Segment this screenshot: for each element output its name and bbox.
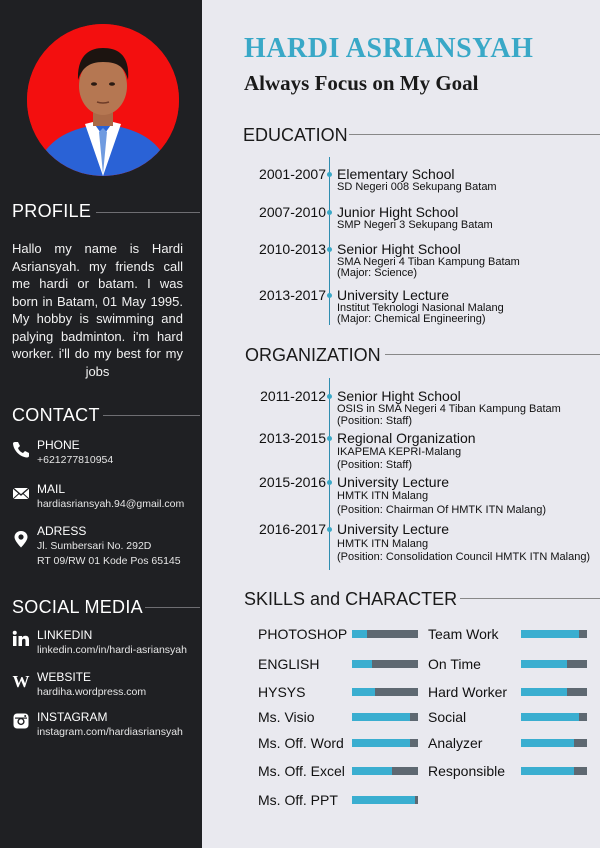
profile-text: Hallo my name is Hardi Asriansyah. my friends call me hardi or batam. I was born in Batam, 01 May 1995. My hobby is swimming and palying badminton. i'm hard worker. i'll do my best for my jobs — [12, 241, 183, 379]
skill-bar-fill — [352, 767, 392, 775]
timeline-dot — [327, 293, 332, 298]
education-detail: SMP Negeri 3 Sekupang Batam — [337, 219, 493, 231]
skill-bar-fill — [352, 688, 375, 696]
skill-bar-fill — [352, 713, 410, 721]
skill-label: HYSYS — [258, 684, 306, 700]
location-pin-icon — [12, 530, 30, 548]
education-years: 2010-2013 — [259, 241, 326, 257]
profile-photo — [27, 24, 179, 176]
linkedin-icon — [12, 630, 30, 648]
timeline-dot — [327, 394, 332, 399]
skill-bar — [521, 739, 587, 747]
skill-bar — [521, 660, 587, 668]
timeline-dot — [327, 436, 332, 441]
organization-detail: OSIS in SMA Negeri 4 Tiban Kampung Batam — [337, 403, 561, 415]
address-line-1: Jl. Sumbersari No. 292D — [37, 540, 152, 552]
skill-label: Ms. Off. Word — [258, 735, 344, 751]
timeline-dot — [327, 247, 332, 252]
website-label: WEBSITE — [37, 670, 92, 684]
education-title: Elementary School — [337, 166, 455, 182]
skill-label: ENGLISH — [258, 656, 320, 672]
organization-detail: IKAPEMA KEPRI-Malang — [337, 446, 462, 458]
organization-title: University Lecture — [337, 521, 450, 537]
social-divider — [145, 607, 200, 608]
contact-heading: CONTACT — [12, 405, 100, 425]
skill-bar — [352, 630, 418, 638]
organization-title: University Lecture — [337, 474, 450, 490]
linkedin-url[interactable]: linkedin.com/in/hardi-asriansyah — [37, 644, 187, 656]
mail-label: MAIL — [37, 482, 66, 496]
contact-divider — [103, 415, 200, 416]
skill-bar-fill — [521, 660, 567, 668]
organization-detail: (Position: Staff) — [337, 415, 412, 427]
skill-label: Ms. Off. PPT — [258, 792, 338, 808]
education-detail: SMA Negeri 4 Tiban Kampung Batam — [337, 256, 520, 268]
linkedin-label: LINKEDIN — [37, 628, 93, 642]
organization-years: 2011-2012 — [260, 388, 326, 404]
organization-detail: (Position: Staff) — [337, 459, 412, 471]
address-label: ADRESS — [37, 524, 87, 538]
education-divider — [349, 134, 600, 135]
full-name: HARDI ASRIANSYAH — [244, 33, 534, 64]
skill-bar — [352, 660, 418, 668]
phone-value[interactable]: +621277810954 — [37, 454, 114, 466]
education-title: Junior Hight School — [337, 204, 459, 220]
skill-bar-fill — [521, 688, 567, 696]
skill-bar-fill — [352, 630, 367, 638]
education-timeline — [329, 157, 330, 325]
education-title: Senior Hight School — [337, 241, 461, 257]
skill-bar — [352, 767, 418, 775]
skill-bar — [352, 796, 418, 804]
organization-years: 2015-2016 — [259, 474, 326, 490]
skill-bar — [352, 713, 418, 721]
organization-detail: HMTK ITN Malang — [337, 490, 429, 502]
skill-label: PHOTOSHOP — [258, 626, 348, 642]
tagline: Always Focus on My Goal — [244, 71, 479, 95]
website-url[interactable]: hardiha.wordpress.com — [37, 686, 147, 698]
education-heading: EDUCATION — [243, 125, 348, 145]
organization-detail: (Position: Chairman Of HMTK ITN Malang) — [337, 504, 547, 516]
organization-timeline — [329, 378, 330, 570]
skill-bar-fill — [352, 739, 410, 747]
organization-years: 2016-2017 — [259, 521, 326, 537]
skill-label: On Time — [428, 656, 481, 672]
wordpress-icon — [12, 672, 30, 690]
skill-bar-fill — [521, 739, 574, 747]
organization-heading: ORGANIZATION — [245, 345, 381, 365]
instagram-label: INSTAGRAM — [37, 710, 108, 724]
education-detail: (Major: Chemical Engineering) — [337, 313, 486, 325]
education-years: 2007-2010 — [259, 204, 326, 220]
mail-icon — [12, 484, 30, 502]
organization-divider — [385, 354, 600, 355]
timeline-dot — [327, 172, 332, 177]
sidebar — [0, 0, 202, 848]
social-media-heading: SOCIAL MEDIA — [12, 597, 143, 617]
organization-title: Regional Organization — [337, 430, 476, 446]
education-years: 2013-2017 — [259, 287, 326, 303]
skills-divider — [460, 598, 600, 599]
instagram-icon — [12, 712, 30, 730]
mail-value[interactable]: hardiasriansyah.94@gmail.com — [37, 498, 185, 510]
skill-label: Team Work — [428, 626, 499, 642]
organization-detail: HMTK ITN Malang — [337, 538, 429, 550]
skill-bar — [521, 630, 587, 638]
timeline-dot — [327, 210, 332, 215]
skill-label: Hard Worker — [428, 684, 508, 700]
profile-heading: PROFILE — [12, 201, 92, 221]
skill-bar — [521, 767, 587, 775]
skill-bar — [352, 688, 418, 696]
skill-bar — [521, 688, 587, 696]
instagram-url[interactable]: instagram.com/hardiasriansyah — [37, 726, 183, 738]
skill-bar-fill — [521, 767, 574, 775]
skill-bar-fill — [521, 630, 579, 638]
phone-label: PHONE — [37, 438, 80, 452]
skill-label: Analyzer — [428, 735, 483, 751]
skill-label: Ms. Visio — [258, 709, 315, 725]
timeline-dot — [327, 527, 332, 532]
svg-text:W: W — [12, 672, 30, 690]
timeline-dot — [327, 480, 332, 485]
profile-divider — [96, 212, 200, 213]
skill-bar — [352, 739, 418, 747]
organization-detail: (Position: Consolidation Council HMTK ITN Malang) — [337, 551, 591, 563]
skill-bar-fill — [352, 796, 415, 804]
education-detail: Institut Teknologi Nasional Malang — [337, 302, 504, 314]
education-years: 2001-2007 — [259, 166, 326, 182]
skill-label: Responsible — [428, 763, 506, 779]
organization-years: 2013-2015 — [259, 430, 326, 446]
education-detail: (Major: Science) — [337, 267, 418, 279]
education-detail: SD Negeri 008 Sekupang Batam — [337, 181, 497, 193]
phone-icon — [12, 440, 30, 458]
skill-label: Social — [428, 709, 467, 725]
organization-title: Senior Hight School — [337, 388, 461, 404]
address-line-2: RT 09/RW 01 Kode Pos 65145 — [37, 555, 181, 567]
skill-bar — [521, 713, 587, 721]
education-title: University Lecture — [337, 287, 450, 303]
skill-bar-fill — [521, 713, 579, 721]
skill-label: Ms. Off. Excel — [258, 763, 345, 779]
skill-bar-fill — [352, 660, 372, 668]
skills-heading: SKILLS and CHARACTER — [244, 589, 458, 609]
